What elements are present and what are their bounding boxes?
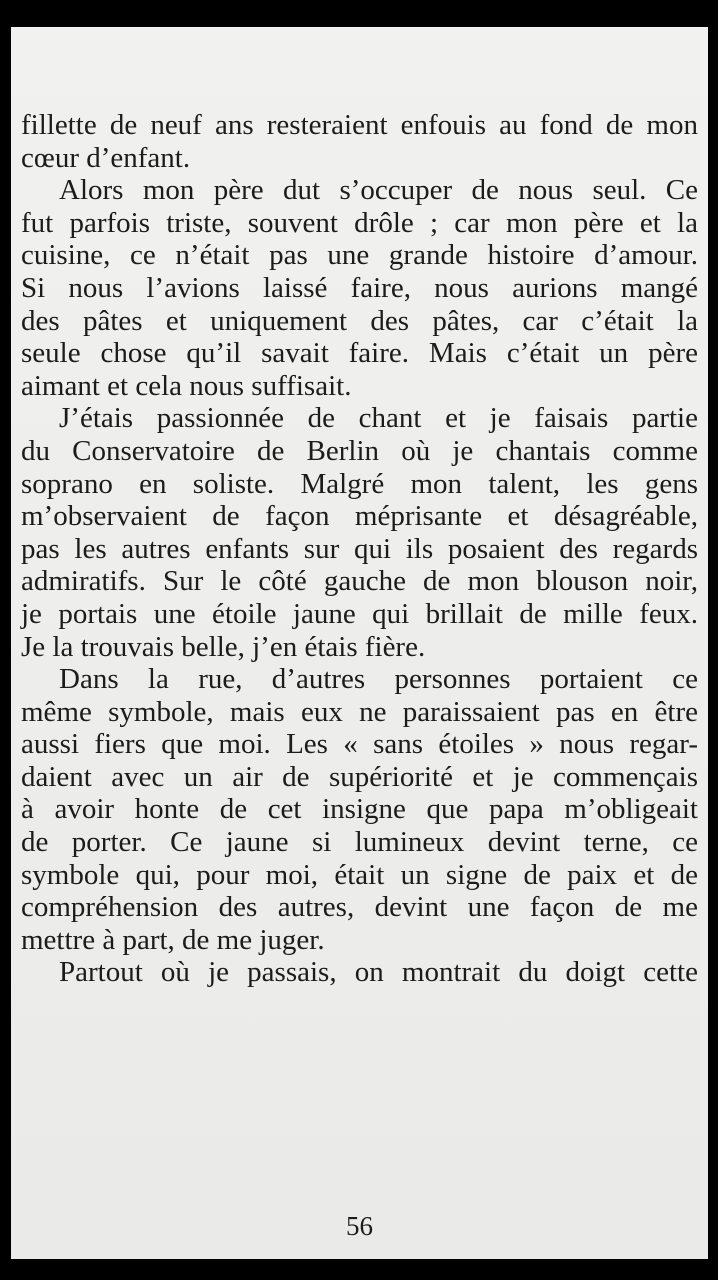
text-line: à avoir honte de cet insigne que papa m’obligeait (21, 793, 698, 826)
text-line: seule chose qu’il savait faire. Mais c’était un père (21, 337, 698, 370)
page-body-text (21, 109, 698, 989)
text-line: cœur d’enfant. (21, 141, 191, 174)
text-line: Alors mon père dut s’occuper de nous seul. Ce (59, 174, 698, 207)
text-line: compréhension des autres, devint une façon de me (21, 891, 698, 924)
text-line: Je la trouvais belle, j’en étais fière. (21, 630, 426, 663)
text-line: admiratifs. Sur le côté gauche de mon blouson noir, (21, 565, 698, 598)
text-line: des pâtes et uniquement des pâtes, car c’était la (21, 304, 698, 337)
paragraph (21, 174, 698, 402)
text-line: fillette de neuf ans resteraient enfouis au fond de mon (21, 109, 698, 141)
text-line: de porter. Ce jaune si lumineux devint terne, ce (21, 826, 698, 859)
text-line: pas les autres enfants sur qui ils posaient des regards (21, 532, 698, 565)
paragraph (21, 956, 698, 989)
text-line: même symbole, mais eux ne paraissaient pas en être (21, 695, 698, 728)
text-line: du Conservatoire de Berlin où je chantais comme (21, 434, 698, 467)
text-line: m’observaient de façon méprisante et désagréable, (21, 500, 698, 533)
text-line: Si nous l’avions laissé faire, nous aurions mangé (21, 271, 698, 304)
text-line: cuisine, ce n’était pas une grande histoire d’amour. (21, 239, 698, 272)
text-line: fut parfois triste, souvent drôle ; car mon père et la (21, 206, 698, 239)
text-line: symbole qui, pour moi, était un signe de paix et de (21, 858, 698, 891)
text-line: aimant et cela nous suffisait. (21, 369, 352, 402)
page-number: 56 (346, 1211, 373, 1241)
text-line: J’étais passionnée de chant et je faisais partie (59, 402, 698, 435)
book-page (11, 27, 708, 1259)
text-line: mettre à part, de me juger. (21, 923, 325, 956)
text-line: daient avec un air de supériorité et je commençais (21, 760, 698, 793)
text-line: aussi fiers que moi. Les « sans étoiles » nous regar- (21, 728, 698, 761)
paragraph (21, 402, 698, 663)
text-line: Partout où je passais, on montrait du doigt cette (59, 956, 698, 989)
text-line: soprano en soliste. Malgré mon talent, les gens (21, 467, 698, 500)
text-line: je portais une étoile jaune qui brillait de mille feux. (21, 597, 698, 630)
paragraph (21, 663, 698, 956)
text-line: Dans la rue, d’autres personnes portaient ce (59, 663, 698, 696)
paragraph (21, 109, 698, 174)
